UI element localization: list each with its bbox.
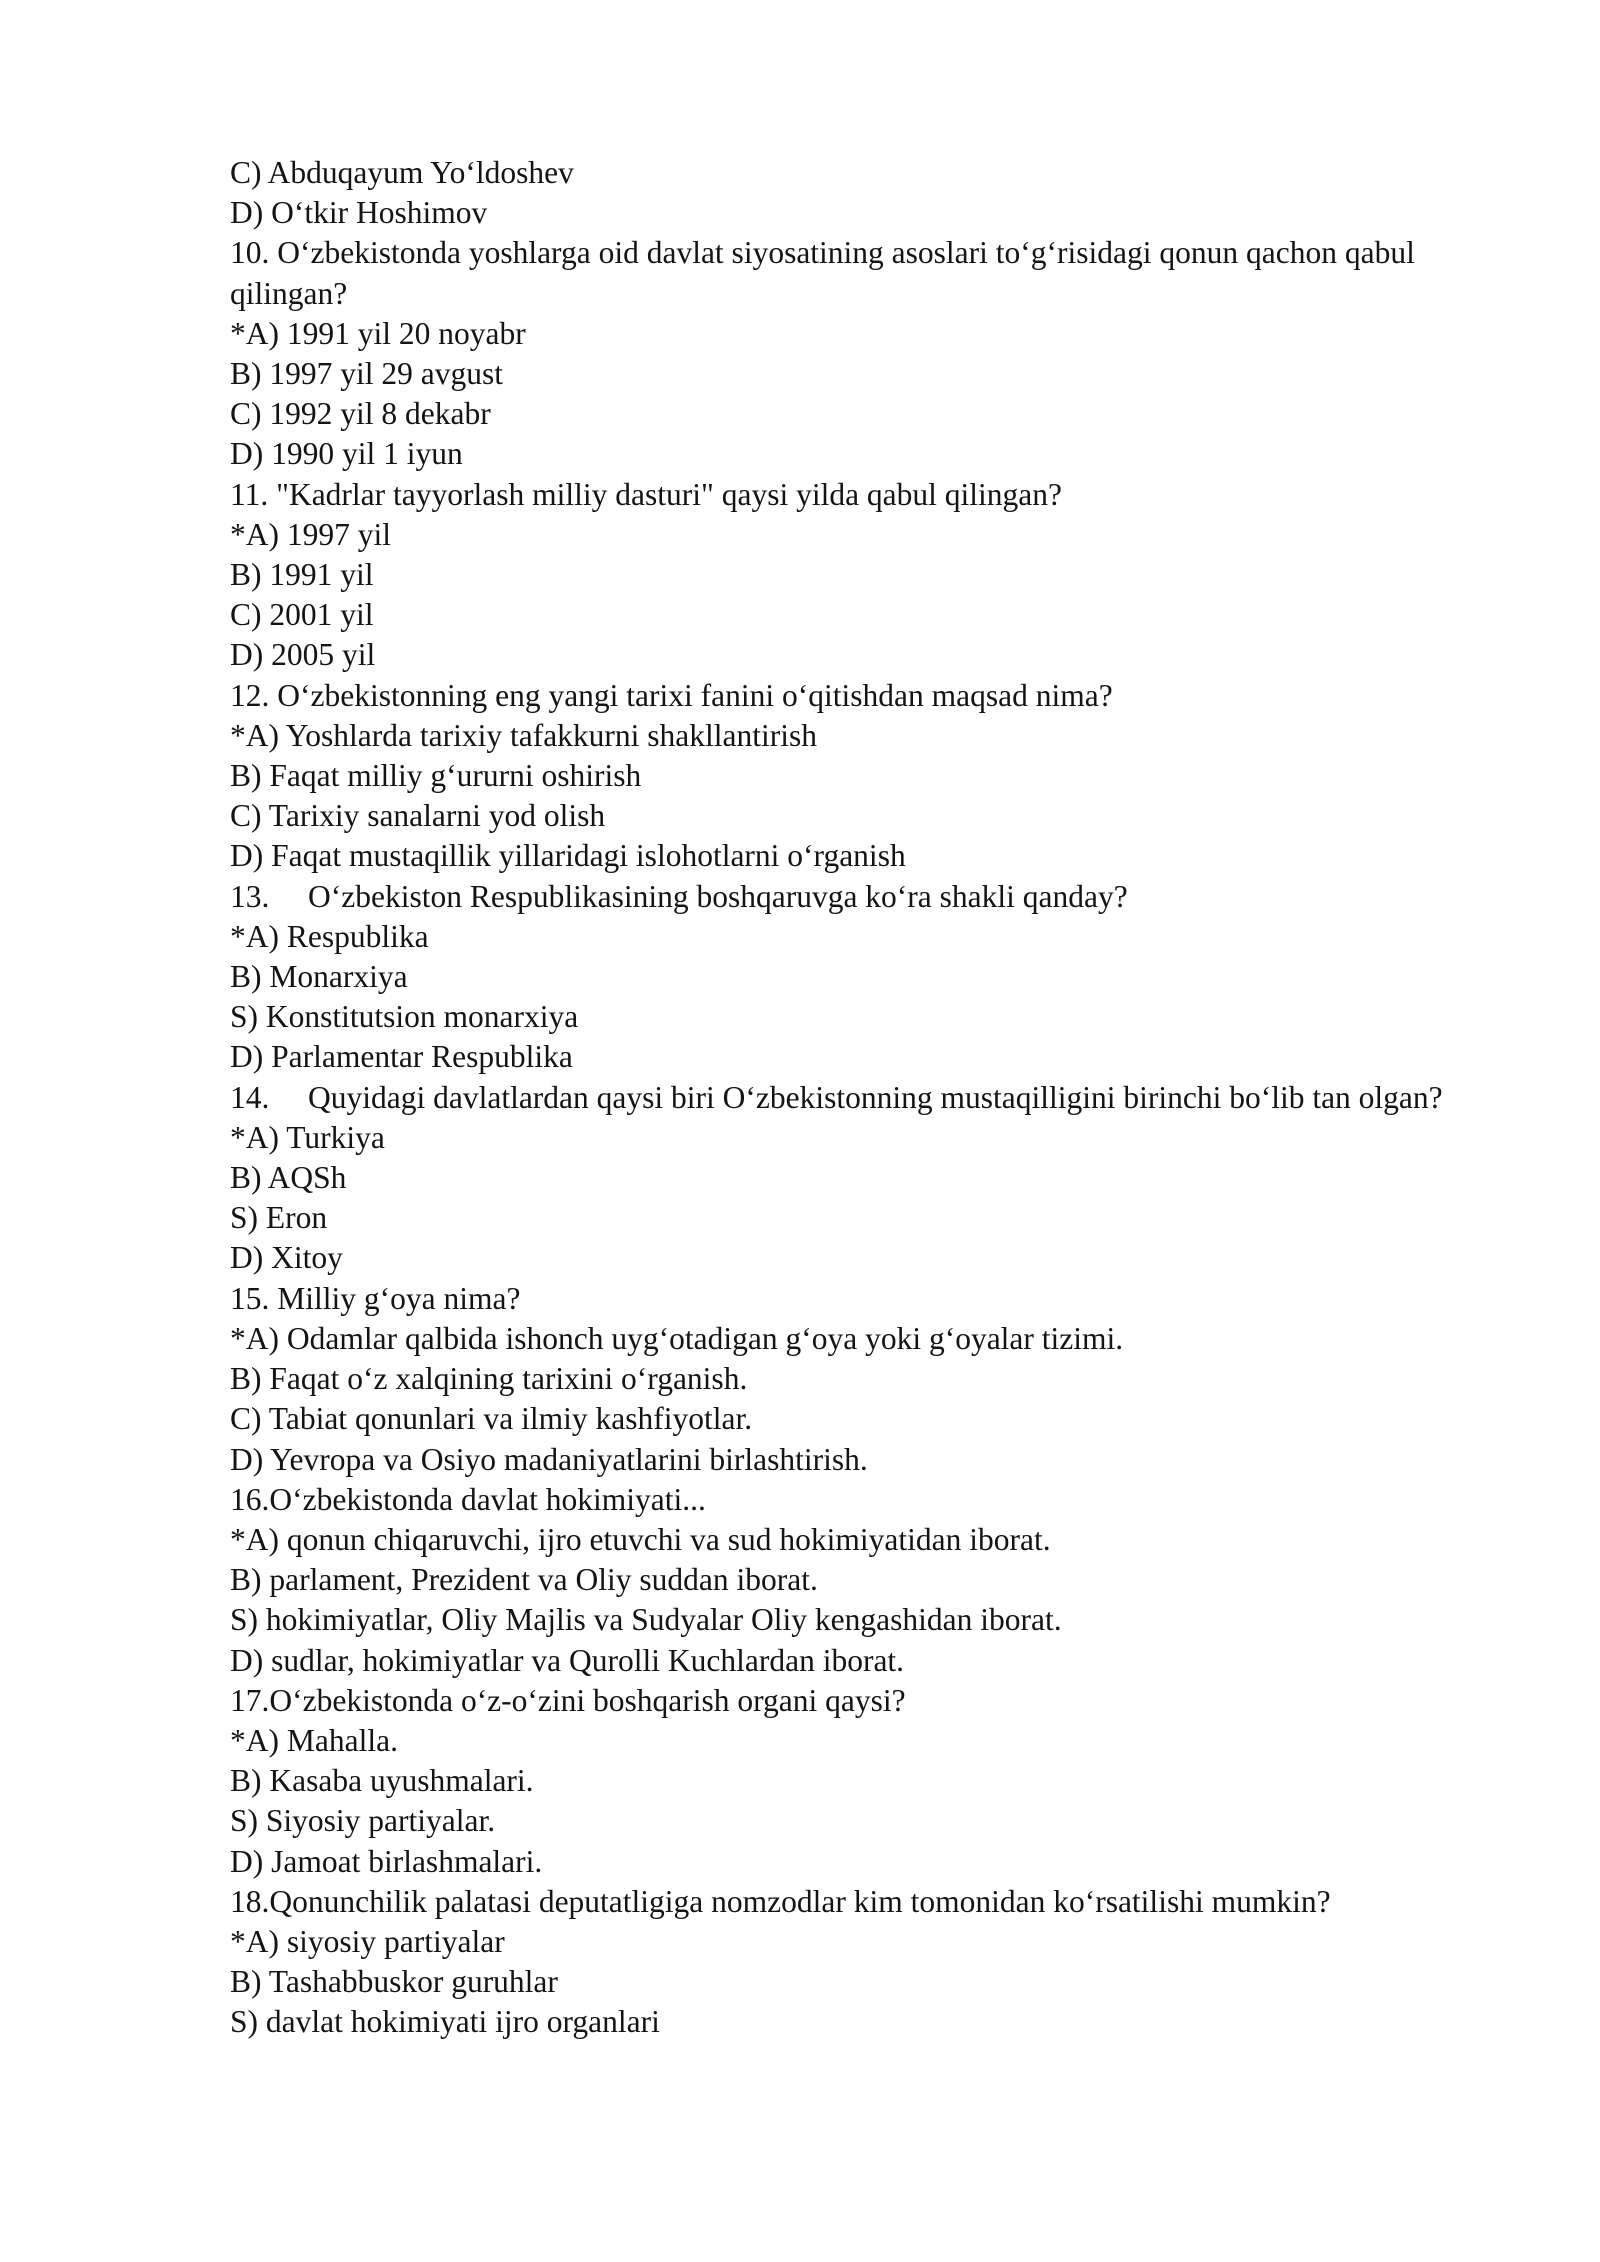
question-number: 11. — [230, 476, 269, 512]
question-text: O‘zbekistonda yoshlarga oid davlat siyosatining asoslari to‘g‘risidagi qonun qachon qabul qilingan? — [230, 235, 1415, 311]
question-14 — [230, 1078, 1492, 1118]
answer-option: *A) 1997 yil — [230, 516, 391, 552]
answer-option: B) 1997 yil 29 avgust — [230, 356, 503, 392]
answer-option: B) Tashabbuskor guruhlar — [230, 1964, 558, 2000]
answer-option: *A) Turkiya — [230, 1119, 385, 1155]
answer-option: D) Faqat mustaqillik yillaridagi islohotlarni o‘rganish — [230, 838, 906, 874]
answer-option: B) parlament, Prezident va Oliy suddan iborat. — [230, 1562, 818, 1598]
answer-option: D) O‘tkir Hoshimov — [230, 195, 488, 231]
answer-option: C) Tarixiy sanalarni yod olish — [230, 798, 606, 834]
question-text: O‘zbekistonda davlat hokimiyati... — [269, 1481, 706, 1517]
answer-option: *A) qonun chiqaruvchi, ijro etuvchi va sud hokimiyatidan iborat. — [230, 1521, 1051, 1557]
answer-option: S) Siyosiy partiyalar. — [230, 1803, 496, 1839]
answer-option: S) hokimiyatlar, Oliy Majlis va Sudyalar Oliy kengashidan iborat. — [230, 1602, 1062, 1638]
answer-option: S) davlat hokimiyati ijro organlari — [230, 2004, 660, 2040]
answer-option: B) 1991 yil — [230, 557, 374, 593]
answer-option: *A) siyosiy partiyalar — [230, 1923, 505, 1959]
question-text: "Kadrlar tayyorlash milliy dasturi" qaysi yilda qabul qilingan? — [276, 476, 1063, 512]
answer-option: D) 1990 yil 1 iyun — [230, 436, 463, 472]
question-11 — [230, 475, 1492, 515]
answer-option: D) sudlar, hokimiyatlar va Qurolli Kuchlardan iborat. — [230, 1642, 905, 1678]
question-18 — [230, 1882, 1492, 1922]
answer-option: *A) Mahalla. — [230, 1722, 398, 1758]
question-10 — [230, 233, 1492, 313]
answer-option: D) Parlamentar Respublika — [230, 1039, 573, 1075]
answer-option: C) 2001 yil — [230, 597, 374, 633]
answer-option: B) Faqat milliy g‘ururni oshirish — [230, 758, 642, 794]
answer-option: C) Tabiat qonunlari va ilmiy kashfiyotlar. — [230, 1401, 753, 1437]
question-text: Quyidagi davlatlardan qaysi biri O‘zbekistonning mustaqilligini birinchi bo‘lib tan olgan? — [308, 1079, 1443, 1115]
question-12 — [230, 676, 1492, 716]
question-15 — [230, 1279, 1492, 1319]
answer-option: D) Yevropa va Osiyo madaniyatlarini birlashtirish. — [230, 1441, 868, 1477]
answer-option: S) Eron — [230, 1200, 328, 1236]
question-number: 18. — [230, 1883, 270, 1919]
answer-option: *A) Odamlar qalbida ishonch uyg‘otadigan g‘oya yoki g‘oyalar tizimi. — [230, 1320, 1124, 1356]
answer-option: *A) 1991 yil 20 noyabr — [230, 315, 526, 351]
answer-option: B) Faqat o‘z xalqining tarixini o‘rganish. — [230, 1361, 748, 1397]
question-13 — [230, 877, 1492, 917]
question-text: Milliy g‘oya nima? — [277, 1280, 521, 1316]
question-number: 13. — [230, 878, 270, 914]
question-number: 16. — [230, 1481, 270, 1517]
answer-option: C) 1992 yil 8 dekabr — [230, 396, 491, 432]
answer-option: C) Abduqayum Yo‘ldoshev — [230, 155, 574, 190]
question-number: 17. — [230, 1682, 270, 1718]
answer-option: D) 2005 yil — [230, 637, 376, 673]
question-number: 14. — [230, 1079, 270, 1115]
answer-option: *A) Yoshlarda tarixiy tafakkurni shakllantirish — [230, 717, 818, 753]
answer-option: D) Jamoat birlashmalari. — [230, 1843, 543, 1879]
question-text: O‘zbekistonda o‘z-o‘zini boshqarish organi qaysi? — [269, 1682, 906, 1718]
question-number: 10. — [230, 235, 270, 271]
answer-option: B) Kasaba uyushmalari. — [230, 1763, 534, 1799]
test-questions-text — [230, 153, 1492, 2043]
answer-option: B) Monarxiya — [230, 959, 408, 995]
question-text: Qonunchilik palatasi deputatligiga nomzodlar kim tomonidan ko‘rsatilishi mumkin? — [269, 1883, 1331, 1919]
question-17 — [230, 1681, 1492, 1721]
answer-option: S) Konstitutsion monarxiya — [230, 999, 579, 1035]
question-text: O‘zbekistonning eng yangi tarixi fanini o‘qitishdan maqsad nima? — [277, 677, 1113, 713]
question-text: O‘zbekiston Respublikasining boshqaruvga ko‘ra shakli qanday? — [308, 878, 1128, 914]
answer-option: D) Xitoy — [230, 1240, 343, 1276]
question-number: 12. — [230, 677, 270, 713]
question-number: 15. — [230, 1280, 270, 1316]
answer-option: B) AQSh — [230, 1160, 347, 1196]
question-16 — [230, 1480, 1492, 1520]
answer-option: *A) Respublika — [230, 918, 429, 954]
